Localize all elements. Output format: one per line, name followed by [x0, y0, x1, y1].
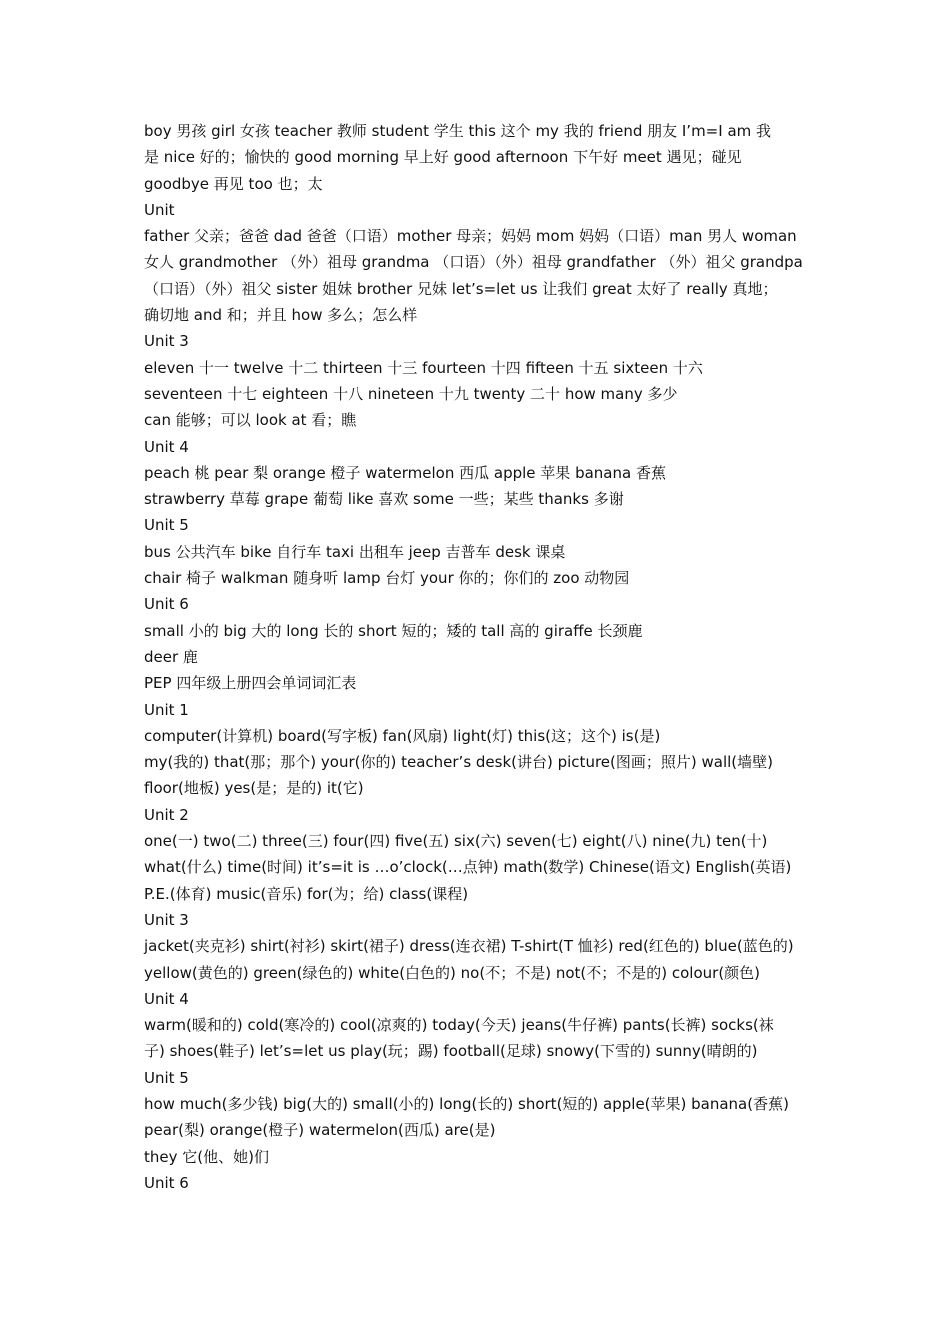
- text-line: my(我的) that(那；那个) your(你的) teacher’s desk(讲台) picture(图画；照片) wall(墙壁): [144, 753, 773, 772]
- text-line: 女人 grandmother （外）祖母 grandma （口语）（外）祖母 grandfather （外）祖父 grandpa: [144, 253, 803, 272]
- text-line: they 它(他、她)们: [144, 1147, 269, 1166]
- text-line: Unit 4: [144, 989, 189, 1008]
- text-line: deer 鹿: [144, 647, 198, 666]
- text-line: floor(地板) yes(是；是的) it(它): [144, 779, 364, 798]
- text-line: boy 男孩 girl 女孩 teacher 教师 student 学生 this 这个 my 我的 friend 朋友 I’m=I am 我: [144, 122, 772, 140]
- text-line: Unit 2: [144, 805, 189, 824]
- text-line: pear(梨) orange(橙子) watermelon(西瓜) are(是): [144, 1121, 496, 1140]
- text-line: 是 nice 好的；愉快的 good morning 早上好 good afternoon 下午好 meet 遇见；碰见: [144, 148, 742, 167]
- text-line: how much(多少钱) big(大的) small(小的) long(长的) short(短的) apple(苹果) banana(香蕉): [144, 1094, 789, 1113]
- text-line: Unit 1: [144, 700, 189, 719]
- text-line: Unit 5: [144, 516, 189, 535]
- text-line: yellow(黄色的) green(绿色的) white(白色的) no(不；不是) not(不；不是的) colour(颜色): [144, 963, 761, 982]
- text-line: （口语）（外）祖父 sister 姐妹 brother 兄妹 let’s=let us 让我们 great 太好了 really 真地；: [144, 279, 778, 298]
- text-line: Unit 3: [144, 910, 189, 929]
- text-line: Unit 5: [144, 1068, 189, 1087]
- text-line: father 父亲；爸爸 dad 爸爸（口语）mother 母亲；妈妈 mom 妈妈（口语）man 男人 woman: [144, 227, 797, 246]
- text-line: small 小的 big 大的 long 长的 short 短的；矮的 tall 高的 giraffe 长颈鹿: [144, 621, 643, 640]
- text-line: PEP 四年级上册四会单词词汇表: [144, 674, 357, 693]
- text-line: computer(计算机) board(写字板) fan(风扇) light(灯) this(这；这个) is(是): [144, 726, 661, 745]
- document-body: [144, 118, 816, 1196]
- text-line: one(一) two(二) three(三) four(四) five(五) six(六) seven(七) eight(八) nine(九) ten(十): [144, 832, 768, 851]
- text-line: can 能够；可以 look at 看；瞧: [144, 411, 357, 430]
- text-line: what(什么) time(时间) it’s=it is …o’clock(…点钟) math(数学) Chinese(语文) English(英语): [144, 858, 792, 877]
- text-line: strawberry 草莓 grape 葡萄 like 喜欢 some 一些；某些 thanks 多谢: [144, 490, 624, 509]
- text-line: Unit 6: [144, 595, 189, 614]
- text-line: Unit 6: [144, 1173, 189, 1192]
- text-line: jacket(夹克衫) shirt(衬衫) skirt(裙子) dress(连衣裙) T-shirt(T 恤衫) red(红色的) blue(蓝色的): [144, 937, 794, 956]
- text-line: warm(暖和的) cold(寒冷的) cool(凉爽的) today(今天) jeans(牛仔裤) pants(长裤) socks(袜: [144, 1016, 774, 1035]
- text-line: seventeen 十七 eighteen 十八 nineteen 十九 twenty 二十 how many 多少: [144, 384, 678, 403]
- text-line: bus 公共汽车 bike 自行车 taxi 出租车 jeep 吉普车 desk 课桌: [144, 542, 566, 561]
- text-line: goodbye 再见 too 也；太: [144, 174, 323, 193]
- text-line: P.E.(体育) music(音乐) for(为；给) class(课程): [144, 884, 469, 903]
- text-line: 子) shoes(鞋子) let’s=let us play(玩；踢) football(足球) snowy(下雪的) sunny(晴朗的): [144, 1042, 758, 1061]
- text-line: eleven 十一 twelve 十二 thirteen 十三 fourteen 十四 fifteen 十五 sixteen 十六: [144, 358, 703, 377]
- text-line: chair 椅子 walkman 随身听 lamp 台灯 your 你的；你们的 zoo 动物园: [144, 569, 630, 588]
- text-line: Unit 3: [144, 332, 189, 351]
- text-line: Unit: [144, 200, 175, 219]
- text-line: Unit 4: [144, 437, 189, 456]
- text-line: peach 桃 pear 梨 orange 橙子 watermelon 西瓜 apple 苹果 banana 香蕉: [144, 463, 666, 482]
- text-line: 确切地 and 和；并且 how 多么；怎么样: [144, 306, 418, 325]
